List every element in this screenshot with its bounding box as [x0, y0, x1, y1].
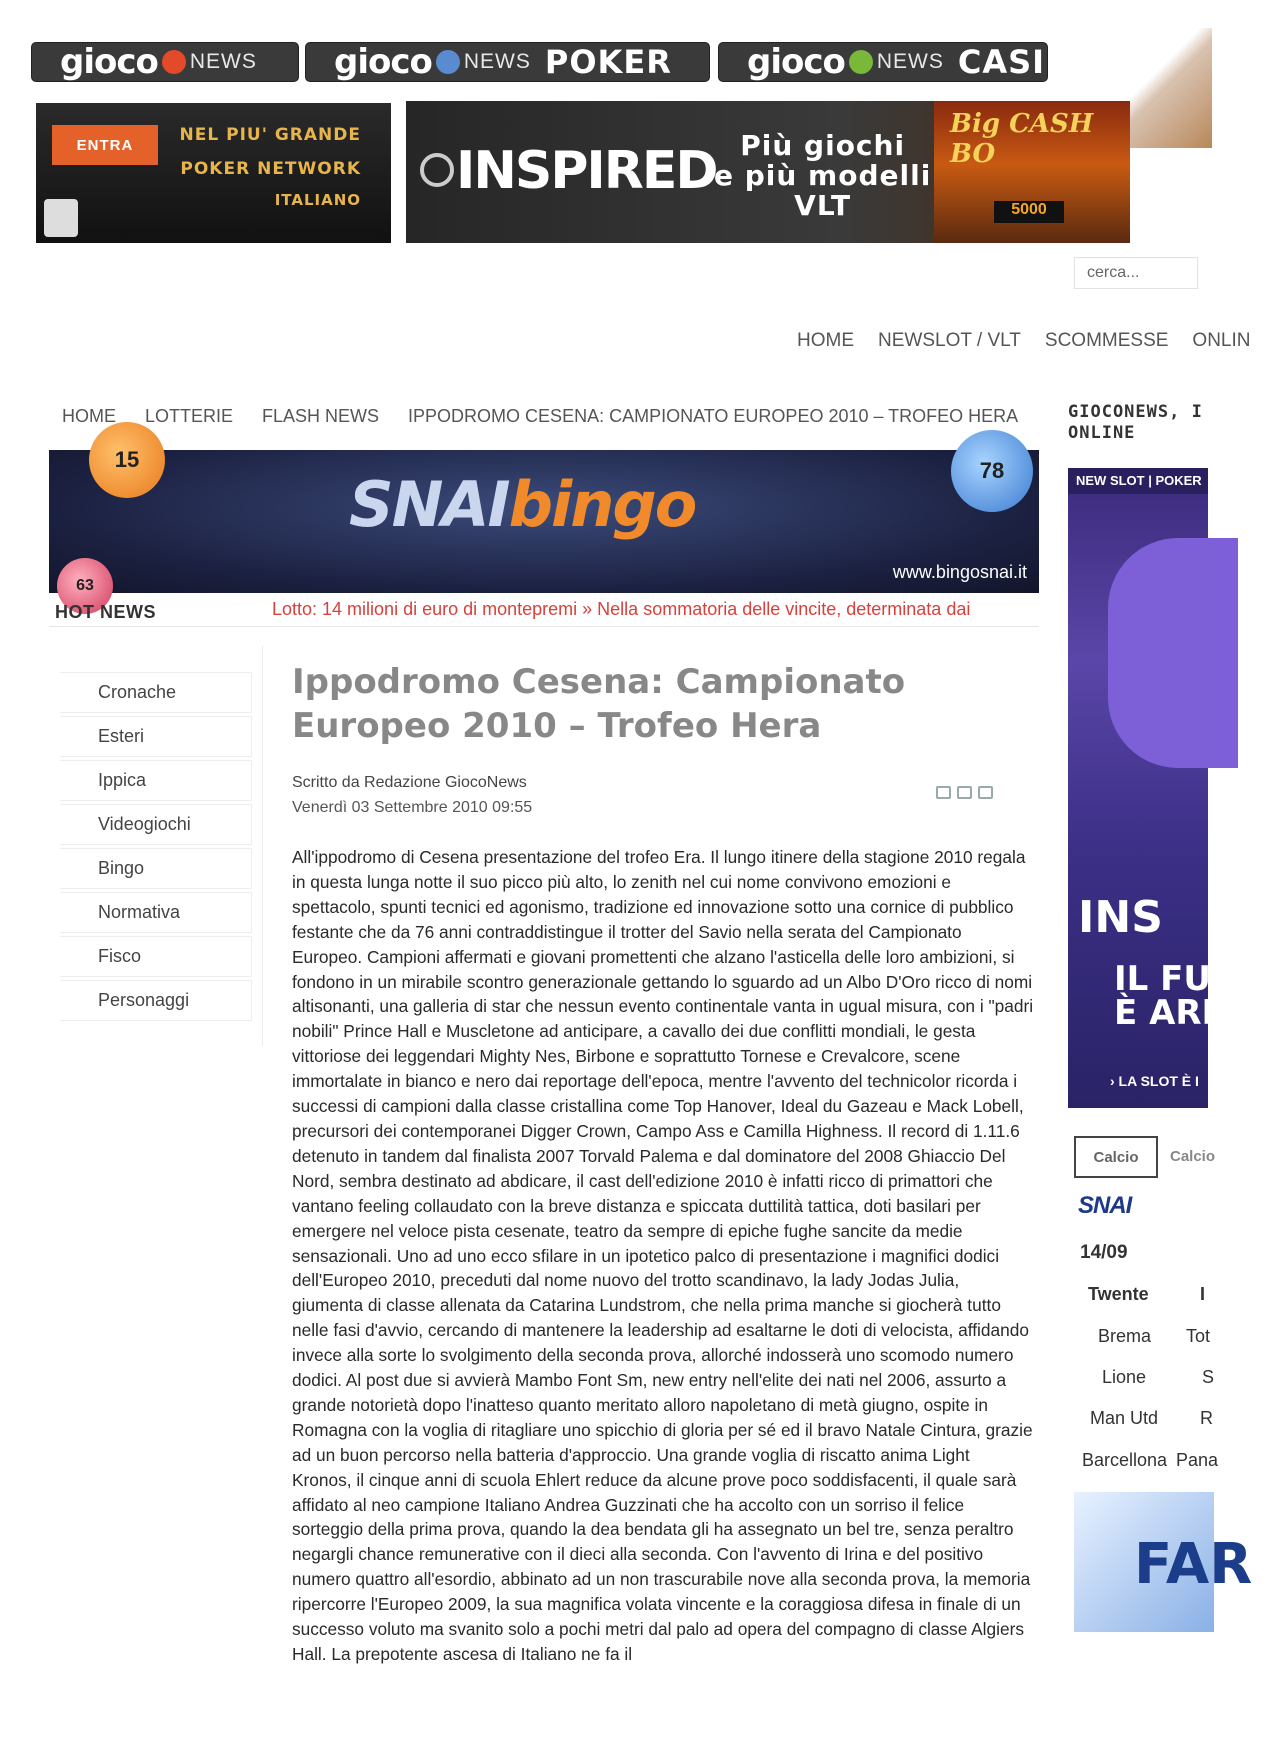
tab-news: NEWS [463, 50, 531, 73]
tab-suffix: POKER [544, 43, 672, 81]
match-away-team: Pana [1176, 1450, 1219, 1470]
tab-news: NEWS [189, 50, 257, 73]
breadcrumb-flash-news[interactable]: FLASH NEWS [262, 406, 380, 426]
menu-item-normativa[interactable]: Normativa [60, 892, 252, 933]
print-icon[interactable] [957, 786, 972, 799]
tagline-line: VLT [794, 189, 852, 222]
bingo-ball-icon: 63 [57, 558, 113, 614]
breadcrumb-lotterie[interactable]: LOTTERIE [145, 406, 234, 426]
inspired-banner[interactable] [406, 101, 1130, 243]
top-nav-online[interactable]: ONLIN [1192, 330, 1251, 351]
side-banner-header: NEW SLOT | POKER [1068, 468, 1208, 494]
tab-news: NEWS [876, 50, 944, 73]
dice-icon [162, 50, 186, 74]
hot-news-label: HOT NEWS [55, 602, 156, 622]
bingo-ball-icon: 15 [89, 422, 165, 498]
cash-game-graphic [934, 101, 1130, 243]
match-home-team: Man Utd [1090, 1408, 1159, 1428]
headline-line: IL FU [1114, 959, 1211, 999]
breadcrumb [62, 406, 1047, 427]
headline-line: È ARR [1114, 993, 1228, 1033]
match-away-team: I [1200, 1284, 1206, 1304]
search-input[interactable]: cerca... [1074, 257, 1198, 289]
side-banner-headline [1114, 959, 1228, 1033]
cash-game-title: Big CASH BO [950, 109, 1094, 169]
side-banner-footer: › LA SLOT È I [1110, 1073, 1199, 1089]
gioconews-poker-tab[interactable] [305, 42, 710, 82]
logo-snai: SNAI [349, 468, 509, 541]
banner-line: NEL PIU' GRANDE [179, 125, 361, 145]
top-nav-scommesse[interactable]: SCOMMESSE [1044, 330, 1169, 351]
divider [49, 626, 1039, 627]
sidebar-heading [1068, 402, 1203, 444]
match-home-team: Lione [1102, 1367, 1147, 1387]
bingo-ball-icon: 78 [951, 430, 1033, 512]
match-away-team: S [1202, 1367, 1215, 1387]
side-banner-brand: INS [1078, 892, 1163, 943]
banner-line: POKER NETWORK [180, 159, 361, 179]
match-away-team: R [1200, 1408, 1213, 1428]
logo-bingo: bingo [508, 468, 696, 541]
divider [262, 646, 263, 1046]
sidebar-heading-line: ONLINE [1068, 423, 1136, 443]
menu-item-esteri[interactable]: Esteri [60, 716, 252, 757]
menu-item-cronache[interactable]: Cronache [60, 672, 252, 713]
side-ad-banner[interactable] [1068, 468, 1228, 1108]
article-body: All'ippodromo di Cesena presentazione del trofeo Era. Il lungo itinere della stagione 2010 regala in questa lunga notte il suo picco più alto, lo zenith nel cui nome convivono emozioni e spettacolo, spunti tecnici ed agonismo, tradizione ed innovazione sotto una cornice di pubblico festante che da 76 anni contraddistingue il trotter del Savio nella serata del Campionato Europeo. Campioni affermati e giovani promettenti che alzano l'asticella delle loro ambizioni, si fondono in un mirabile scontro generazionale gettando lo sguardo ad un Albo D'Oro ricco di nomi altisonanti, una galleria di star che nessun evento continentale vanta in ugual misura, con i "padri nobili" Prince Hall e Muscletone ad anticipare, a cavallo dei due conflitti mondiali, le gesta vittoriose dei leggendari Mighty Nes, Birbone e soprattutto Tornese e Crevalcore, scene immortalate in bianco e nero dai reportage dell'epoca, mentre l'avvento del technicolor ricorda i successi di campioni dalla classe cristallina come Top Hanover, Ideal du Gazeau e Mack Lobell, precursori dei contemporanei Digger Crown, Campo Ass e Camilla Highness. Il record di 1.11.6 detenuto in tandem dal finalista 2007 Torvald Palema e dal dominatore del 2008 Ghiaccio Del Nord, sembra destinato ad abdicare, il cast dell'edizione 2010 è infatti ricco di primattori che vantano feeling collaudato con la breve distanza e spiccata duttilità tattica, doti basilari per emergere nel veloce pista cesenate, teatro da sempre di epiche fughe sancite da medie sensazionali. Uno ad uno ecco sfilare in un ipotetico palco di presentazione i magnifici dodici dell'Europeo 2010, preceduti dal nome nuovo del trotto scandinavo, la lady Jodas Julia, giumenta di classe allenata da Catarina Lundstrom, che nella prima manche si giocherà tutto nelle fasi d'avvio, cercando di mantenere la leadership ad esaltarne le doti di velocista, affidando invece alla sorte lo svolgimento della seconda prova, allorché indosserà uno scomodo numero dodici. Al post due si avvierà Mambo Font Sm, new entry nell'elite dei nati nel 2006, assurto a grande notorietà dopo l'inatteso quanto meritato alloro napoletano di metà giugno, ospite in Romagna con la voglia di ritagliare uno spicchio di gloria per sé ed il bravo Natale Cintura, grazie ad un buon percorso nella batteria d'approccio. Una grande voglia di riscatto anima Light Kronos, il cinque anni di scuola Ehlert reduce da alcune prove poco soddisfacenti, il quale sarà affidato al neo campione Italiano Andrea Guzzinati che ha accolto con un sorriso il felice sorteggio della prima prova, quando la dea bendata gli ha assegnato un bel tre, senza peraltro negargli chance remunerative con il dieci alla seconda. Con l'avvento di Irina e del positivo numero quattro all'esordio, abbinato ad un non trascurabile nove alla seconda prova, la memoria ripercorre l'Europeo 2009, la sua magnifica volata vincente e la coraggiosa difesa in finale di un successo voluto ma svanito solo a pochi metri dal palo ad opera del compagno di classe Algiers Hall. La prepotente ascesa di Italiano ne fa il [292, 847, 1034, 1664]
snai-bingo-logo [349, 468, 695, 541]
top-nav-newslot[interactable]: NEWSLOT / VLT [878, 330, 1021, 351]
match-away-team: Tot [1186, 1326, 1211, 1346]
banner-url: www.bingosnai.it [892, 562, 1027, 582]
inspired-tagline [714, 131, 931, 221]
gioconews-casino-tab[interactable] [718, 42, 1048, 82]
cash-game-amount: 5000 [994, 201, 1064, 223]
menu-item-videogiochi[interactable]: Videogiochi [60, 804, 252, 845]
inspired-logo-icon [420, 153, 454, 187]
menu-item-bingo[interactable]: Bingo [60, 848, 252, 889]
gioconews-tab[interactable] [31, 42, 299, 82]
category-menu [60, 672, 252, 1024]
tab-brand: gioco [60, 42, 158, 82]
article-author: Scritto da Redazione GiocoNews [292, 774, 527, 791]
entra-button[interactable]: ENTRA [52, 125, 158, 165]
poker-network-banner[interactable] [36, 103, 391, 243]
menu-item-personaggi[interactable]: Personaggi [60, 980, 252, 1021]
email-icon[interactable] [978, 786, 993, 799]
tab-calcio-2[interactable]: Calcio [1170, 1148, 1216, 1165]
far-banner-text: FAR [1134, 1532, 1253, 1597]
tab-calcio[interactable]: Calcio [1074, 1136, 1158, 1178]
tagline-line: Più giochi [740, 129, 906, 162]
far-ad-banner[interactable] [1074, 1492, 1253, 1632]
article-title: Ippodromo Cesena: Campionato Europeo 2010 – Trofeo Hera [292, 662, 906, 746]
menu-item-ippica[interactable]: Ippica [60, 760, 252, 801]
cards-icon [436, 50, 460, 74]
hot-news-headline[interactable]: Lotto: 14 milioni di euro di montepremi » Nella sommatoria delle vincite, determinata dai [272, 599, 971, 619]
sidebar-heading-line: GIOCONEWS, I [1068, 402, 1203, 422]
tab-brand: gioco [747, 42, 845, 82]
match-home-team: Barcellona [1082, 1450, 1168, 1470]
breadcrumb-current: IPPODROMO CESENA: CAMPIONATO EUROPEO 2010 – TROFEO HERA [408, 406, 1019, 426]
tagline-line: e più modelli [714, 159, 932, 192]
top-nav-home[interactable]: HOME [797, 330, 854, 351]
match-home-team: Brema [1098, 1326, 1152, 1346]
inspired-brand: INSPIRED [456, 141, 717, 201]
match-home-team: Twente [1088, 1284, 1149, 1304]
tab-suffix: CASI [957, 43, 1046, 81]
article-date: Venerdì 03 Settembre 2010 09:55 [292, 799, 533, 816]
snai-logo: SNAI [1078, 1192, 1132, 1219]
playing-card-icon [44, 199, 78, 237]
snai-bingo-banner[interactable] [49, 447, 1039, 594]
gioconews-g-graphic [1108, 538, 1238, 768]
menu-item-fisco[interactable]: Fisco [60, 936, 252, 977]
tab-brand: gioco [334, 42, 432, 82]
chip-icon [849, 50, 873, 74]
breadcrumb-home[interactable]: HOME [62, 406, 116, 426]
banner-line: ITALIANO [274, 191, 361, 209]
article-tools [936, 786, 993, 799]
pdf-icon[interactable] [936, 786, 951, 799]
top-nav [797, 330, 1275, 352]
match-date: 14/09 [1080, 1242, 1128, 1263]
